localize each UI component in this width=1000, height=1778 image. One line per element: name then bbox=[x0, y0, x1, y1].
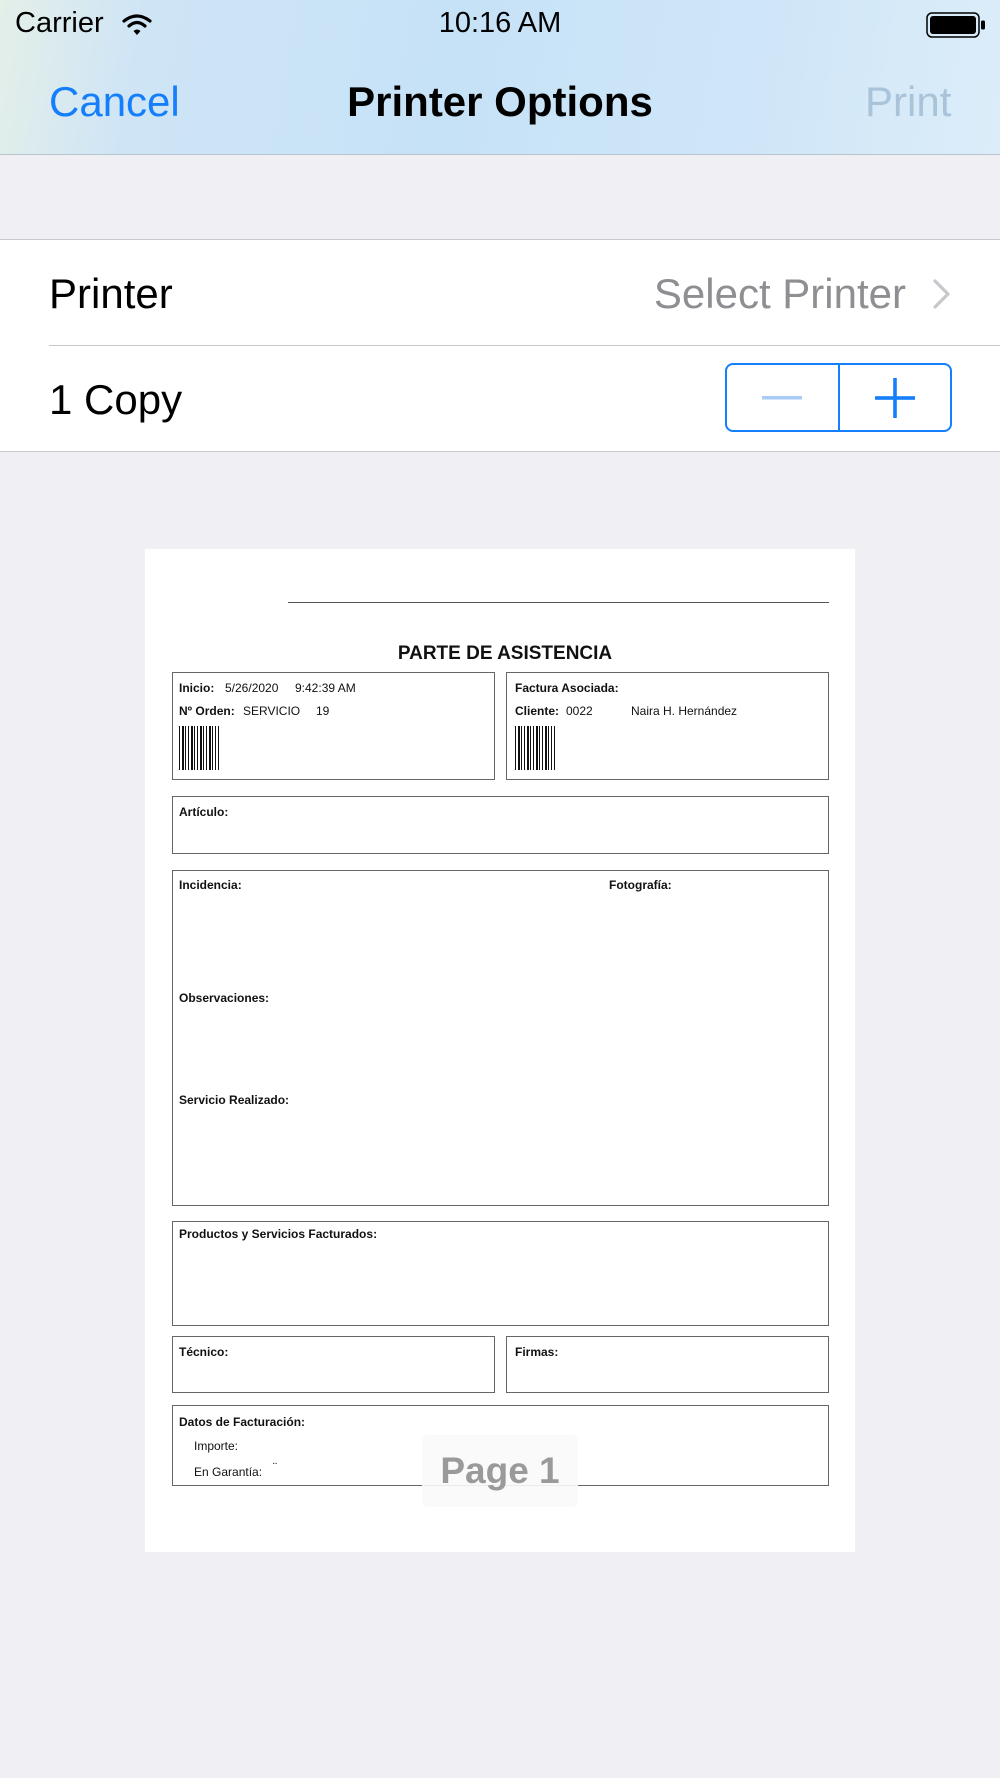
fotografia-label: Fotografía: bbox=[609, 878, 672, 892]
servicio-label: Servicio Realizado: bbox=[179, 1093, 290, 1107]
print-button[interactable]: Print bbox=[865, 78, 952, 125]
tecnico-box bbox=[172, 1336, 495, 1393]
client-box bbox=[506, 672, 829, 780]
incidencia-box bbox=[172, 870, 829, 1206]
minus-icon bbox=[762, 395, 802, 401]
observaciones-label: Observaciones: bbox=[179, 991, 270, 1005]
carrier-label: Carrier bbox=[15, 7, 104, 39]
print-preview-page[interactable] bbox=[145, 549, 855, 1552]
orden-label: Nº Orden: bbox=[179, 704, 235, 718]
articulo-label: Artículo: bbox=[179, 805, 229, 819]
copies-label: 1 Copy bbox=[49, 376, 183, 423]
order-box bbox=[172, 672, 495, 780]
garantia-label: En Garantía: bbox=[194, 1465, 263, 1479]
plus-icon bbox=[875, 378, 915, 418]
selected-printer-value: Select Printer bbox=[653, 270, 906, 317]
inicio-label: Inicio: bbox=[179, 681, 215, 695]
cliente-code: 0022 bbox=[566, 704, 593, 718]
garantia-value: ¨ bbox=[273, 1460, 277, 1474]
status-bar bbox=[0, 0, 1000, 50]
copies-stepper[interactable] bbox=[725, 363, 952, 432]
client-barcode bbox=[515, 726, 555, 770]
clock: 10:16 AM bbox=[438, 7, 562, 39]
increment-button[interactable] bbox=[838, 365, 951, 430]
productos-label: Productos y Servicios Facturados: bbox=[179, 1227, 378, 1241]
printer-label: Printer bbox=[49, 270, 173, 317]
firmas-box bbox=[506, 1336, 829, 1393]
articulo-box bbox=[172, 796, 829, 854]
cliente-label: Cliente: bbox=[515, 704, 560, 718]
datos-facturacion-label: Datos de Facturación: bbox=[179, 1415, 306, 1429]
page-title: Printer Options bbox=[347, 78, 653, 125]
cancel-button[interactable]: Cancel bbox=[49, 78, 180, 125]
inicio-time: 9:42:39 AM bbox=[295, 681, 356, 695]
orden-value: SERVICIO bbox=[243, 704, 301, 718]
firmas-label: Firmas: bbox=[515, 1345, 559, 1359]
printer-row[interactable] bbox=[0, 240, 1000, 345]
tecnico-label: Técnico: bbox=[179, 1345, 229, 1359]
document-title: PARTE DE ASISTENCIA bbox=[397, 643, 613, 664]
options-group bbox=[0, 239, 1000, 452]
order-barcode bbox=[179, 726, 219, 770]
page-number-label: Page 1 bbox=[422, 1435, 578, 1507]
incidencia-label: Incidencia: bbox=[179, 878, 242, 892]
orden-number: 19 bbox=[316, 704, 330, 718]
cliente-name: Naira H. Hernández bbox=[631, 704, 738, 718]
row-separator bbox=[49, 345, 1000, 346]
inicio-date: 5/26/2020 bbox=[225, 681, 279, 695]
factura-label: Factura Asociada: bbox=[515, 681, 619, 695]
importe-label: Importe: bbox=[194, 1439, 239, 1453]
decrement-button[interactable] bbox=[727, 365, 838, 430]
header-line bbox=[288, 602, 829, 603]
battery-icon bbox=[926, 12, 986, 38]
productos-box bbox=[172, 1221, 829, 1326]
chevron-right-icon bbox=[932, 278, 952, 310]
